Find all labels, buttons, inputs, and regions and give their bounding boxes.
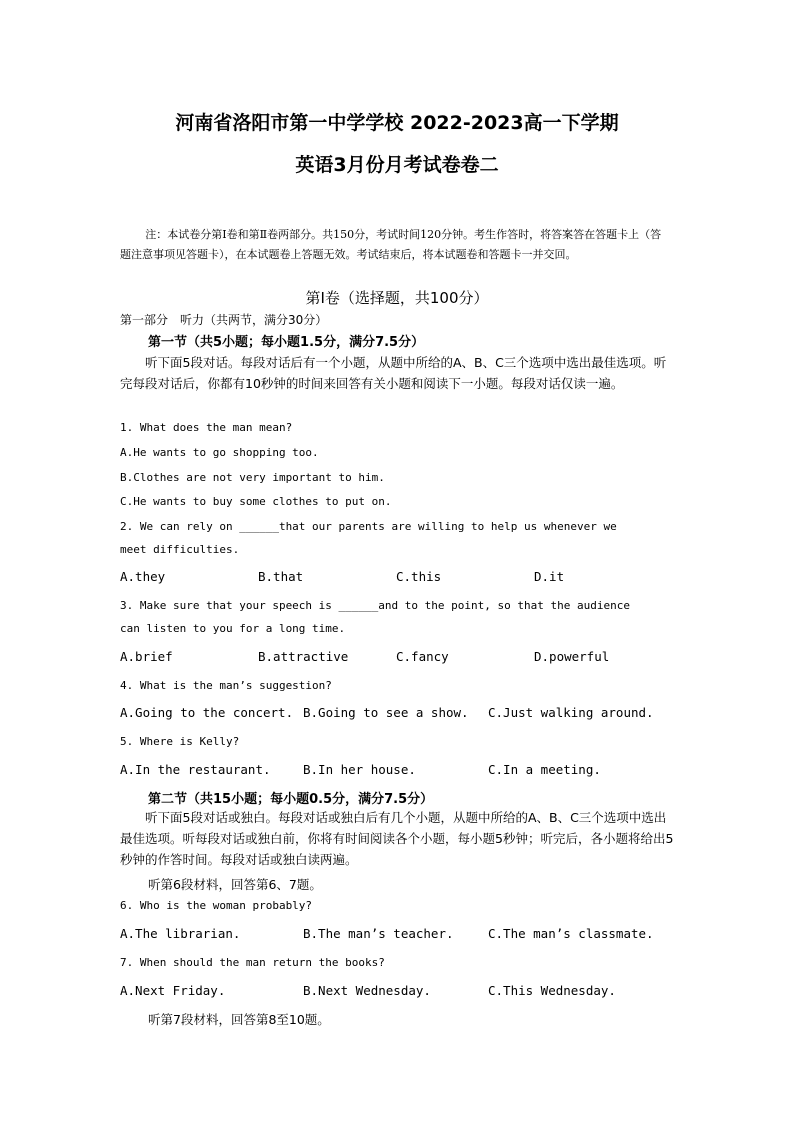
section-1-instructions: 听下面5段对话。每段对话后有一个小题，从题中所给的A、B、C三个选项中选出最佳选项。听完每段对话后，你都有10秒钟的时间来回答有关小题和阅读下一小题。每段对话仅读一遍。 (120, 355, 667, 391)
section-2-title: 第二节（共15小题；每小题0.5分，满分7.5分） (148, 792, 434, 807)
q2-stem-line2: meet difficulties. (120, 543, 240, 556)
q6-option-c: C.The man’s classmate. (488, 926, 654, 941)
q5-option-b: B.In her house. (303, 762, 416, 777)
q2-option-a: A.they (120, 569, 166, 584)
title-line-1: 河南省洛阳市第一中学学校 2022-2023高一下学期 (175, 112, 619, 134)
q4-stem: 4. What is the man’s suggestion? (120, 679, 332, 692)
title-line-2: 英语3月份月考试卷卷二 (295, 154, 499, 176)
q7-option-c: C.This Wednesday. (488, 983, 616, 998)
q7-option-a: A.Next Friday. (120, 983, 226, 998)
q4-option-b: B.Going to see a show. (303, 705, 469, 720)
q5-option-a: A.In the restaurant. (120, 762, 271, 777)
section-1-title: 第一节（共5小题；每小题1.5分，满分7.5分） (148, 335, 425, 350)
q6-option-a: A.The librarian. (120, 926, 241, 941)
q5-stem: 5. Where is Kelly? (120, 735, 240, 748)
q2-option-d: D.it (534, 569, 565, 584)
q2-stem-line1: 2. We can rely on ______that our parents are willing to help us whenever we (120, 520, 617, 533)
part-1-heading: 第一部分 听力（共两节，满分30分） (120, 313, 328, 327)
q4-option-a: A.Going to the concert. (120, 705, 294, 720)
section-title: 第Ⅰ卷（选择题，共100分） (305, 289, 489, 307)
q5-option-c: C.In a meeting. (488, 762, 601, 777)
q3-option-b: B.attractive (258, 649, 349, 664)
q2-option-b: B.that (258, 569, 304, 584)
section-2-instructions: 听下面5段对话或独白。每段对话或独白后有几个小题，从题中所给的A、B、C三个选项中选出最佳选项。听每段对话或独白前，你将有时间阅读各个小题，每小题5秒钟；听完后，各小题将给出5秒钟的作答时间。每段对话或独白读两遍。 (120, 810, 674, 867)
material-7-note: 听第7段材料，回答第8至10题。 (148, 1012, 330, 1027)
q4-option-c: C.Just walking around. (488, 705, 654, 720)
q7-stem: 7. When should the man return the books? (120, 956, 385, 969)
q7-option-b: B.Next Wednesday. (303, 983, 431, 998)
q3-option-a: A.brief (120, 649, 173, 664)
q3-option-d: D.powerful (534, 649, 610, 664)
q3-stem-line1: 3. Make sure that your speech is ______and to the point, so that the audience (120, 599, 630, 612)
q1-option-c: C.He wants to buy some clothes to put on. (120, 495, 392, 508)
q1-option-b: B.Clothes are not very important to him. (120, 471, 385, 484)
material-6-note: 听第6段材料，回答第6、7题。 (148, 877, 322, 892)
exam-note: 注：本试卷分第Ⅰ卷和第Ⅱ卷两部分。共150分，考试时间120分钟。考生作答时，将答案答在答题卡上（答题注意事项见答题卡），在本试题卷上答题无效。考试结束后，将本试题卷和答题卡一并交回。 (120, 228, 662, 261)
q3-stem-line2: can listen to you for a long time. (120, 622, 346, 635)
q6-option-b: B.The man’s teacher. (303, 926, 454, 941)
q6-stem: 6. Who is the woman probably? (120, 899, 313, 912)
q1-stem: 1. What does the man mean? (120, 421, 293, 434)
q3-option-c: C.fancy (396, 649, 449, 664)
q1-option-a: A.He wants to go shopping too. (120, 446, 319, 459)
q2-option-c: C.this (396, 569, 442, 584)
